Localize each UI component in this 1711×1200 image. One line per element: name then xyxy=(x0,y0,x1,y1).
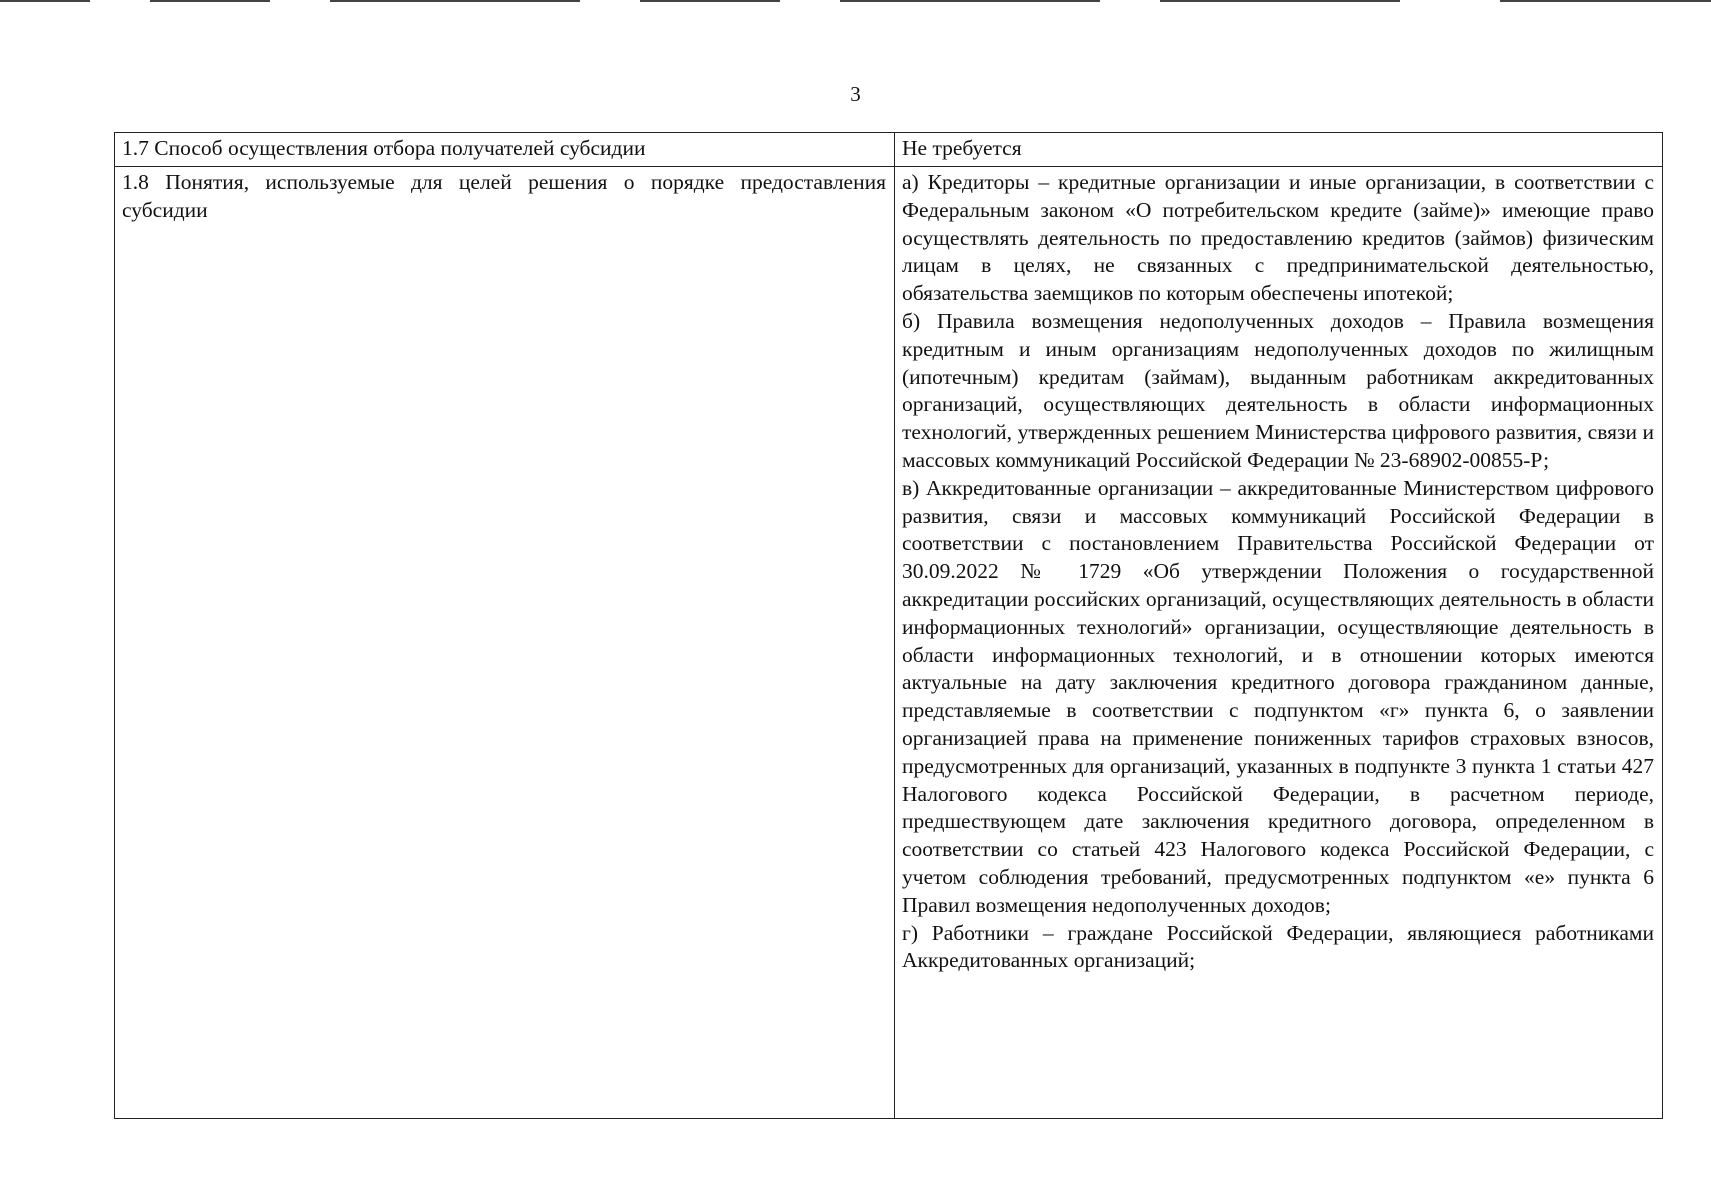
page-number: 3 xyxy=(850,82,861,106)
definition-employees: г) Работники – граждане Российской Федерации, являющиеся работниками Аккредитованных организаций; xyxy=(902,920,1654,973)
table-row xyxy=(115,167,1663,1119)
definition-accredited-organizations: в) Аккредитованные организации – аккредитованные Министерством цифрового развития, связи и массовых коммуникаций Российской Федерации в соответствии с постановлением Правительства Российской Федерации от 30.09.2022 № 1729 «Об утверждении Положения о государственной аккредитации российских организаций, осуществляющих деятельность в области информационных технологий» организации, осуществляющие деятельность в области информационных технологий, и в отношении которых имеются актуальные на дату заключения кредитного договора гражданином данные, представляемые в соответствии с подпунктом «г» пункта 6, о заявлении организацией права на применение пониженных тарифов страховых взносов, предусмотренных для организаций, указанных в подпункте 3 пункта 1 статьи 427 Налогового кодекса Российской Федерации, в расчетном периоде, предшествующем дате заключения кредитного договора, определенном в соответствии со статьей 423 Налогового кодекса Российской Федерации, с учетом соблюдения требований, предусмотренных подпунктом «е» пункта 6 Правил возмещения недополученных доходов; xyxy=(902,475,1654,917)
row-value: Не требуется xyxy=(895,133,1663,167)
definition-compensation-rules: б) Правила возмещения недополученных доходов – Правила возмещения кредитным и иным организациям недополученных доходов по жилищным (ипотечным) кредитам (займам), выданным работникам аккредитованных организаций, осуществляющих деятельность в области информационных технологий, утвержденных решением Министерства цифрового развития, связи и массовых коммуникаций Российской Федерации № 23-68902-00855-Р; xyxy=(902,308,1654,472)
table-row xyxy=(115,133,1663,167)
definition-creditors: а) Кредиторы – кредитные организации и иные организации, в соответствии с Федеральным законом «О потребительском кредите (займе)» имеющие право осуществлять деятельность по предоставлению кредитов (займов) физическим лицам в целях, не связанных с предпринимательской деятельностью, обязательства заемщиков по которым обеспечены ипотекой; xyxy=(902,170,1654,306)
scan-edge-mark xyxy=(0,0,90,2)
definitions-cell xyxy=(895,167,1663,1119)
scan-edge-mark xyxy=(640,0,780,2)
scan-edge-mark xyxy=(1160,0,1400,2)
row-label: 1.8 Понятия, используемые для целей решения о порядке предоставления субсидии xyxy=(115,167,895,1119)
row-label: 1.7 Способ осуществления отбора получателей субсидии xyxy=(115,133,895,167)
document-table xyxy=(114,132,1663,1119)
scan-edge-mark xyxy=(1500,0,1711,2)
scan-edge-mark xyxy=(840,0,1100,2)
scan-edge-mark xyxy=(150,0,270,2)
scan-edge-mark xyxy=(330,0,580,2)
